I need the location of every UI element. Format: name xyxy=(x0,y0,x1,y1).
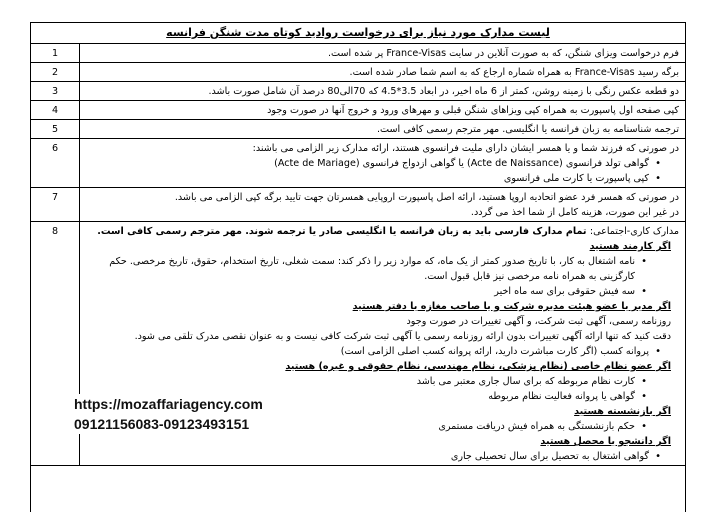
row-text: برگه رسید France-Visas به همراه شماره ارجاع که به اسم شما صادر شده است. xyxy=(80,63,686,82)
row-number: 7 xyxy=(31,188,80,222)
row-number: 1 xyxy=(31,44,80,63)
document-title: لیست مدارک مورد نیاز برای درخواست روادید کوتاه مدت شنگن فرانسه xyxy=(31,23,685,44)
row-intro: در صورتی که فرزند شما و یا همسر ایشان دارای ملیت فرانسوی هستند، ارائه مدارک زیر الزامی می باشند: xyxy=(252,143,679,154)
list-item: • گواهی تولد فرانسوی (Acte de Naissance) یا گواهی ازدواج فرانسوی (Acte de Mariage) xyxy=(84,156,679,171)
row-content xyxy=(80,139,686,188)
list-item: • سه فیش حقوقی برای سه ماه اخیر xyxy=(84,284,679,299)
section-heading-manager: اگر مدیر یا عضو هیئت مدیره شرکت و یا صاحب مغازه یا دفتر هستید xyxy=(352,301,671,312)
list-item: • گواهی اشتغال به تحصیل برای سال تحصیلی جاری xyxy=(84,449,679,464)
section-heading-retired: اگر بازنشسته هستید xyxy=(574,406,671,417)
row-text: در غیر این صورت، هزینه کامل از شما اخذ می گردد. xyxy=(470,207,679,218)
row-text: کپی صفحه اول پاسپورت به همراه کپی ویزاهای شنگن قبلی و مهرهای ورود و خروج آنها در صورت وجود xyxy=(80,101,686,120)
row-text: دو قطعه عکس رنگی با زمینه روشن، کمتر از 6 ماه اخیر، در ابعاد 3.5*4.5 که 70الی80 درصد آن شامل صورت باشد. xyxy=(80,82,686,101)
agency-website[interactable]: https://mozaffariagency.com xyxy=(74,396,263,412)
document-sheet xyxy=(30,22,686,512)
row-number: 8 xyxy=(31,222,80,466)
list-item: • پروانه کسب (اگر کارت مباشرت دارید، ارائه پروانه کسب اصلی الزامی است) xyxy=(84,344,679,359)
list-item: • نامه اشتغال به کار، با تاریخ صدور کمتر از یک ماه، که موارد زیر را ذکر کند: سمت شغلی، تاریخ استخدام، حقوق، تاریخ مرخصی. حکم کارگزینی به همراه نامه مرخصی نیز قابل قبول است. xyxy=(84,254,679,284)
row-text: دقت کنید که تنها ارائه آگهی تغییرات بدون ارائه روزنامه رسمی یا آگهی ثبت شرکت کافی نیست و به عنوان نقصی مدرک تلقی می شود. xyxy=(134,331,671,342)
row-text: در صورتی که همسر فرد عضو اتحادیه اروپا هستید، ارائه اصل پاسپورت اروپایی همسرتان جهت تایید برگه کپی الزامی می باشد. xyxy=(174,192,679,203)
table-row xyxy=(31,101,685,120)
row-number: 3 xyxy=(31,82,80,101)
list-item: • کپی پاسپورت یا کارت ملی فرانسوی xyxy=(84,171,679,186)
row-number: 5 xyxy=(31,120,80,139)
row-number: 2 xyxy=(31,63,80,82)
table-row xyxy=(31,44,685,63)
section-heading-student: اگر دانشجو یا محصل هستید xyxy=(540,436,671,447)
section-heading-employee: اگر کارمند هستید xyxy=(589,241,671,252)
section-heading-professional: اگر عضو نظام خاصی (نظام پزشکی، نظام مهندسی، نظام حقوقی و غیره) هستید xyxy=(285,361,671,372)
row-text: فرم درخواست ویزای شنگن، که به صورت آنلاین در سایت France-Visas پر شده است. xyxy=(80,44,686,63)
row-text: ترجمه شناسنامه به زبان فرانسه یا انگلیسی. مهر مترجم رسمی کافی است. xyxy=(80,120,686,139)
list-item: • حکم بازنشستگی به همراه فیش دریافت مستمری xyxy=(84,419,679,434)
row-text: روزنامه رسمی، آگهی ثبت شرکت، و آگهی تغییرات در صورت وجود xyxy=(406,316,671,327)
table-row xyxy=(31,120,685,139)
agency-phones: 09121156083-09123493151 xyxy=(74,416,250,432)
intro-note: تمام مدارک فارسی باید به زبان فرانسه یا انگلیسی صادر یا ترجمه شوند. مهر مترجم رسمی کافی است. xyxy=(97,226,590,237)
table-row xyxy=(31,63,685,82)
table-row xyxy=(31,188,685,222)
intro-label: مدارک کاری-اجتماعی: xyxy=(589,226,679,237)
row-intro xyxy=(84,224,679,239)
row-content xyxy=(80,188,686,222)
list-item: • گواهی یا پروانه فعالیت نظام مربوطه xyxy=(84,389,679,404)
table-row xyxy=(31,139,685,188)
row-number: 4 xyxy=(31,101,80,120)
list-item: • کارت نظام مربوطه که برای سال جاری معتبر می باشد xyxy=(84,374,679,389)
row-number: 6 xyxy=(31,139,80,188)
agency-watermark xyxy=(74,394,263,434)
table-row xyxy=(31,82,685,101)
